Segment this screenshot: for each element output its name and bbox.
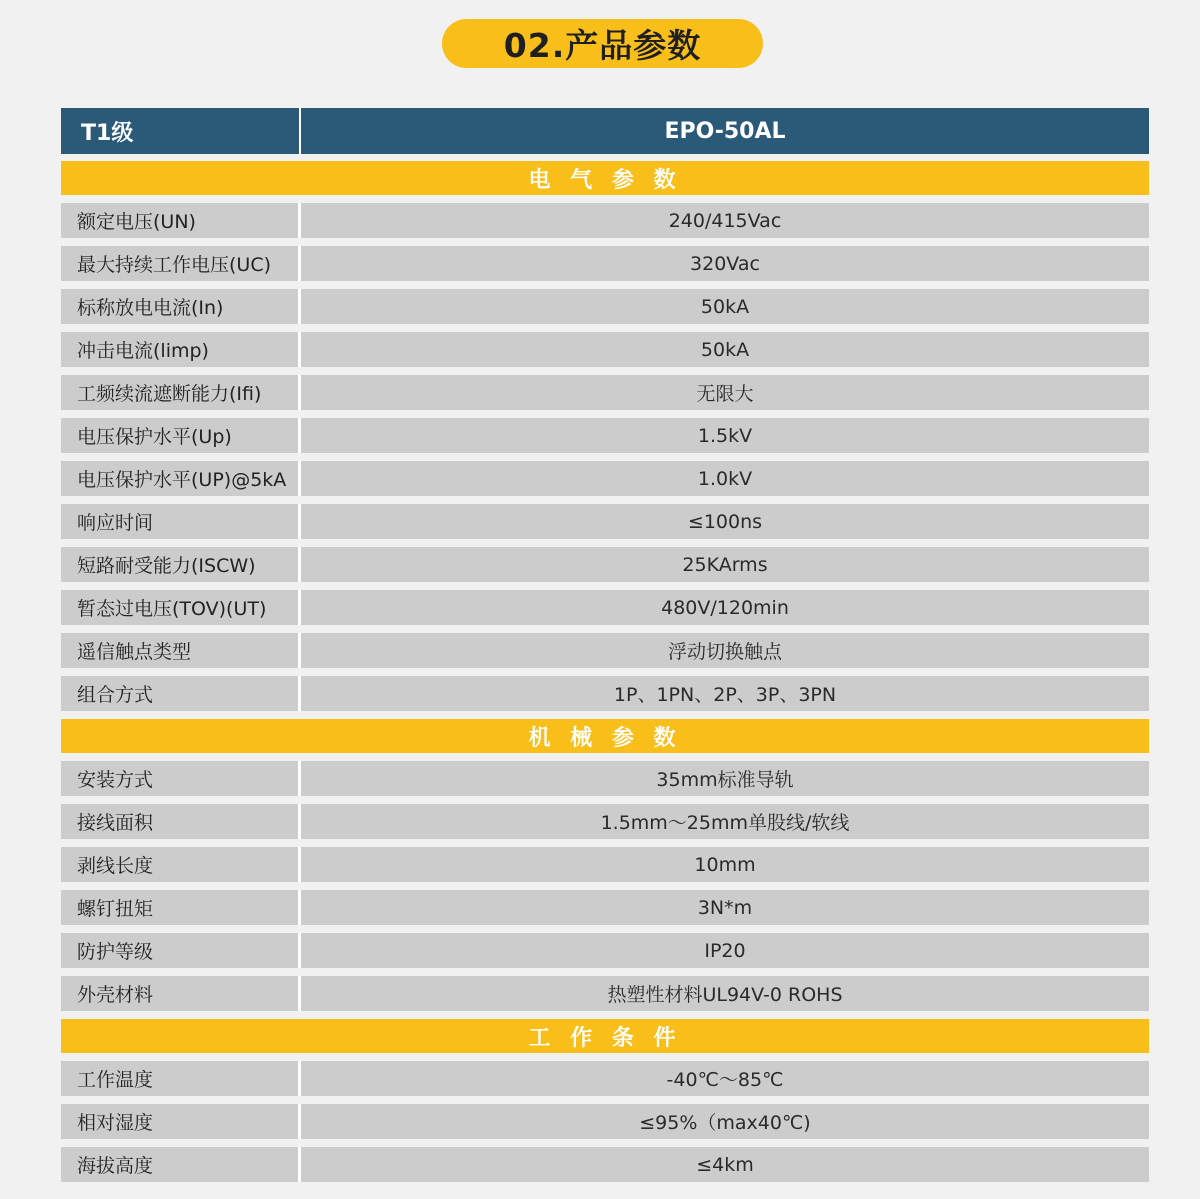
table-header	[61, 108, 1149, 154]
table-row	[61, 1147, 1149, 1182]
row-value: 50kA	[700, 338, 750, 361]
table-row	[61, 461, 1149, 496]
section-mechanical-title: 机 械 参 数	[61, 719, 1149, 753]
spec-table	[61, 108, 1149, 1182]
row-label: 工频续流遮断能力(Ifi)	[61, 375, 301, 410]
section-conditions-title: 工 作 条 件	[61, 1019, 1149, 1053]
row-value: 1P、1PN、2P、3P、3PN	[613, 684, 837, 706]
row-label: 电压保护水平(UP)@5kA	[61, 461, 301, 496]
row-label: 剥线长度	[61, 847, 301, 882]
row-value: 10mm	[694, 853, 756, 876]
row-value: -40℃～85℃	[666, 1069, 784, 1091]
table-row	[61, 761, 1149, 796]
row-value: 480V/120min	[661, 596, 789, 619]
row-value: ≤95%（max40℃)	[639, 1112, 811, 1134]
table-row	[61, 804, 1149, 839]
table-row	[61, 590, 1149, 625]
row-label: 相对湿度	[61, 1104, 301, 1139]
table-row	[61, 289, 1149, 324]
row-label: 螺钉扭矩	[61, 890, 301, 925]
row-label: 海拔高度	[61, 1147, 301, 1182]
table-row	[61, 633, 1149, 668]
row-value: 25KArms	[682, 553, 768, 576]
table-row	[61, 933, 1149, 968]
row-value: 3N*m	[697, 896, 753, 919]
table-row	[61, 676, 1149, 711]
row-value: 浮动切换触点	[667, 641, 782, 663]
table-row	[61, 418, 1149, 453]
row-value: 50kA	[700, 295, 750, 318]
grade-label: T1级	[61, 108, 301, 154]
table-row	[61, 890, 1149, 925]
row-value: IP20	[704, 939, 746, 962]
model-name: EPO-50AL	[664, 118, 786, 144]
row-value: 320Vac	[690, 252, 760, 275]
row-value: 1.5mm～25mm单股线/软线	[600, 812, 850, 834]
row-label: 暂态过电压(TOV)(UT)	[61, 590, 301, 625]
row-label: 接线面积	[61, 804, 301, 839]
row-label: 额定电压(UN)	[61, 203, 301, 238]
table-row	[61, 1104, 1149, 1139]
row-label: 外壳材料	[61, 976, 301, 1011]
row-label: 标称放电电流(In)	[61, 289, 301, 324]
table-row	[61, 547, 1149, 582]
row-label: 响应时间	[61, 504, 301, 539]
row-label: 最大持续工作电压(UC)	[61, 246, 301, 281]
row-label: 电压保护水平(Up)	[61, 418, 301, 453]
row-value: 1.5kV	[697, 424, 753, 447]
table-row	[61, 375, 1149, 410]
row-label: 组合方式	[61, 676, 301, 711]
row-value: 热塑性材料UL94V-0 ROHS	[607, 984, 843, 1006]
row-value: 1.0kV	[697, 467, 753, 490]
page-title: 02.产品参数	[442, 19, 763, 68]
table-row	[61, 246, 1149, 281]
row-value: 240/415Vac	[668, 209, 782, 232]
row-label: 工作温度	[61, 1061, 301, 1096]
row-value: ≤100ns	[687, 510, 763, 533]
section-electrical-title: 电 气 参 数	[61, 161, 1149, 195]
table-row	[61, 976, 1149, 1011]
row-label: 冲击电流(limp)	[61, 332, 301, 367]
table-row	[61, 332, 1149, 367]
row-label: 短路耐受能力(ISCW)	[61, 547, 301, 582]
table-row	[61, 203, 1149, 238]
table-row	[61, 1061, 1149, 1096]
row-value: ≤4km	[696, 1153, 754, 1176]
row-label: 遥信触点类型	[61, 633, 301, 668]
table-row	[61, 847, 1149, 882]
row-label: 防护等级	[61, 933, 301, 968]
table-row	[61, 504, 1149, 539]
row-value: 无限大	[696, 383, 754, 405]
row-value: 35mm标准导轨	[656, 769, 794, 791]
row-label: 安装方式	[61, 761, 301, 796]
